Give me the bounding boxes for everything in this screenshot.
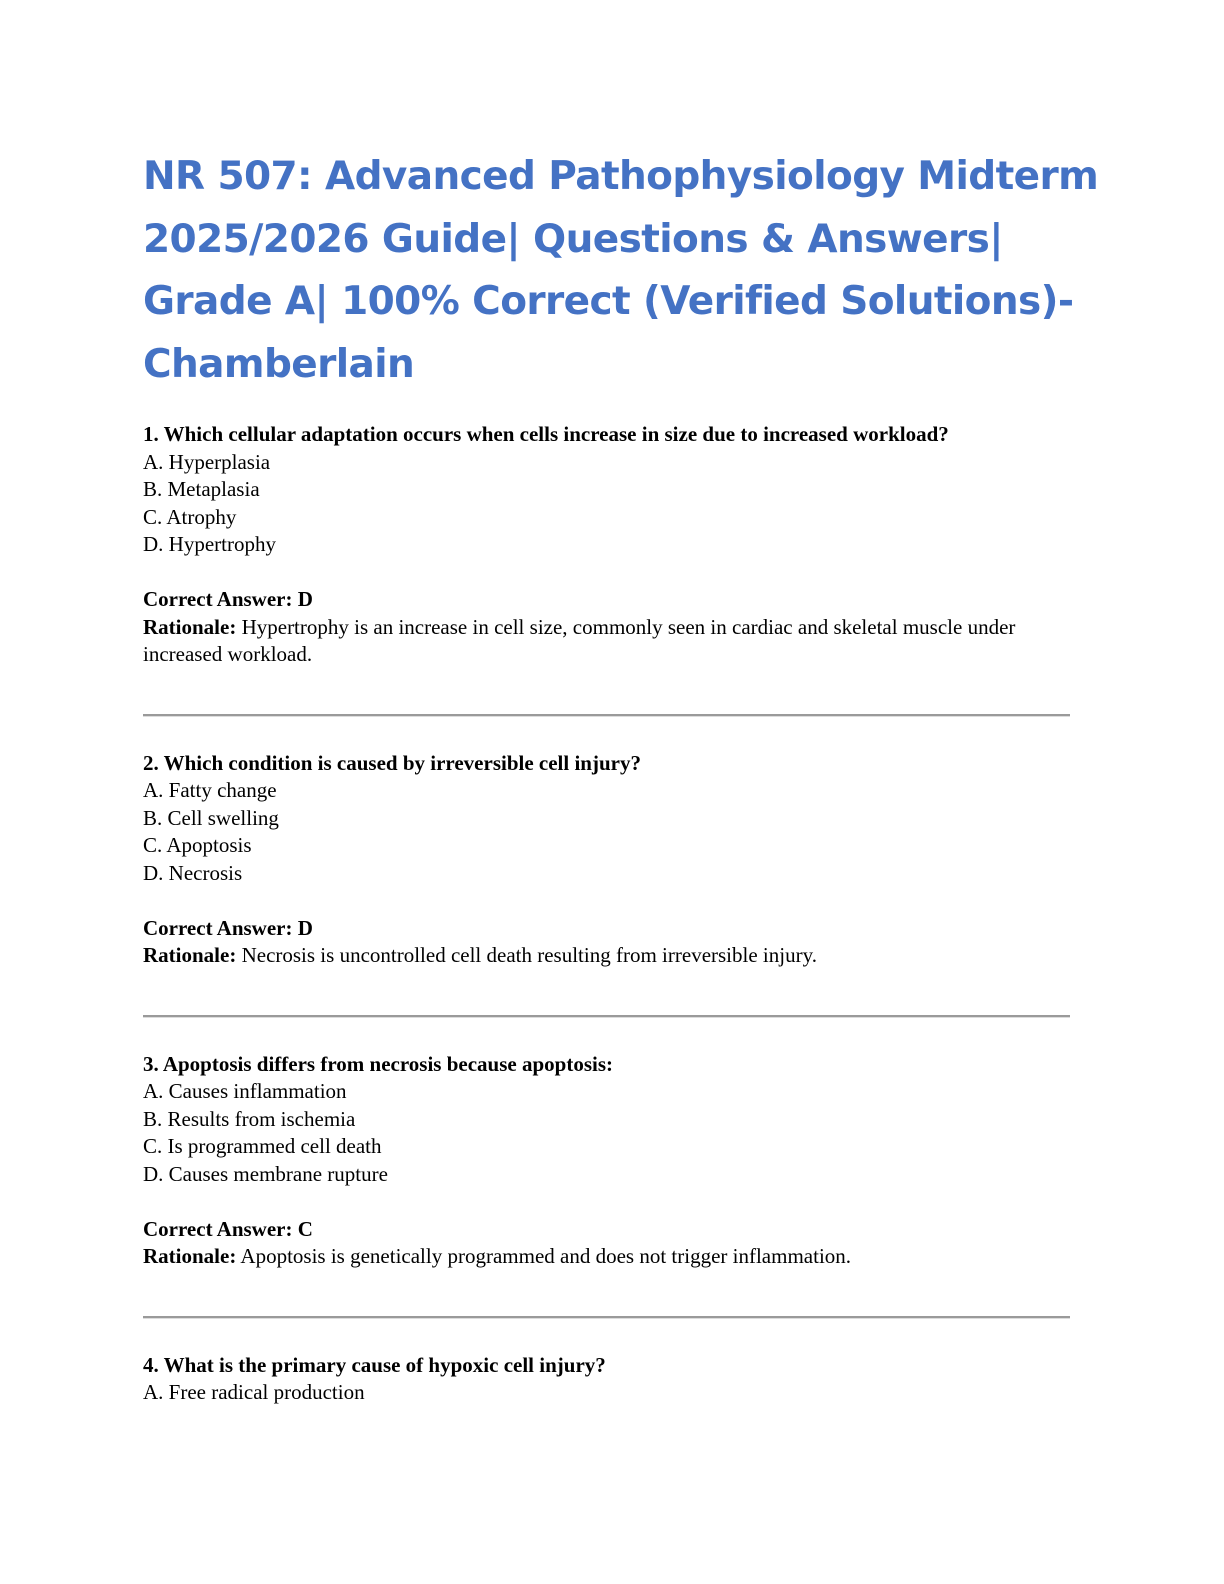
- option: D. Causes membrane rupture: [143, 1161, 388, 1186]
- option: B. Metaplasia: [143, 477, 260, 501]
- option: C. Apoptosis: [143, 833, 252, 857]
- divider: [143, 1015, 1070, 1018]
- correct-answer: Correct Answer: C: [143, 1216, 313, 1241]
- question-block: [143, 1051, 1073, 1271]
- rationale-text: Hypertrophy is an increase in cell size, commonly seen in cardiac and skeletal muscle under increased workload.: [143, 614, 1016, 666]
- title-line: Chamberlain: [143, 341, 415, 387]
- title-line: NR 507: Advanced Pathophysiology Midterm: [143, 154, 1099, 199]
- option: B. Cell swelling: [143, 805, 279, 830]
- option: B. Results from ischemia: [143, 1106, 356, 1131]
- question-text: 4. What is the primary cause of hypoxic cell injury?: [143, 1352, 606, 1377]
- divider: [143, 714, 1070, 717]
- title-line: Grade A| 100% Correct (Verified Solutions)-: [143, 279, 1074, 324]
- document-body: [143, 421, 1073, 1407]
- question-block: [143, 750, 1073, 970]
- rationale-text: Apoptosis is genetically programmed and does not trigger inflammation.: [236, 1244, 852, 1268]
- document-title: [143, 146, 1103, 396]
- rationale: [143, 1243, 1073, 1271]
- question-text: 1. Which cellular adaptation occurs when cells increase in size due to increased workload?: [143, 422, 949, 446]
- rationale-text: Necrosis is uncontrolled cell death resulting from irreversible injury.: [236, 943, 817, 967]
- question-text: 2. Which condition is caused by irreversible cell injury?: [143, 750, 641, 775]
- option: C. Atrophy: [143, 504, 237, 529]
- rationale: [143, 942, 1073, 970]
- rationale-label: Rationale:: [143, 614, 237, 639]
- correct-answer: Correct Answer: D: [143, 915, 313, 940]
- correct-answer: Correct Answer: D: [143, 587, 313, 611]
- option: A. Free radical production: [143, 1380, 365, 1404]
- option: A. Fatty change: [143, 778, 277, 802]
- rationale: [143, 614, 1073, 669]
- option: C. Is programmed cell death: [143, 1134, 382, 1158]
- question-text: 3. Apoptosis differs from necrosis because apoptosis:: [143, 1051, 613, 1076]
- question-block: [143, 1352, 1073, 1407]
- option: A. Causes inflammation: [143, 1079, 347, 1103]
- rationale-label: Rationale:: [143, 1244, 237, 1268]
- divider: [143, 1316, 1070, 1319]
- rationale-label: Rationale:: [143, 943, 237, 967]
- question-block: [143, 421, 1073, 669]
- title-line: 2025/2026 Guide| Questions & Answers|: [143, 216, 1003, 262]
- option: D. Hypertrophy: [143, 532, 276, 556]
- option: A. Hyperplasia: [143, 449, 271, 474]
- option: D. Necrosis: [143, 860, 243, 885]
